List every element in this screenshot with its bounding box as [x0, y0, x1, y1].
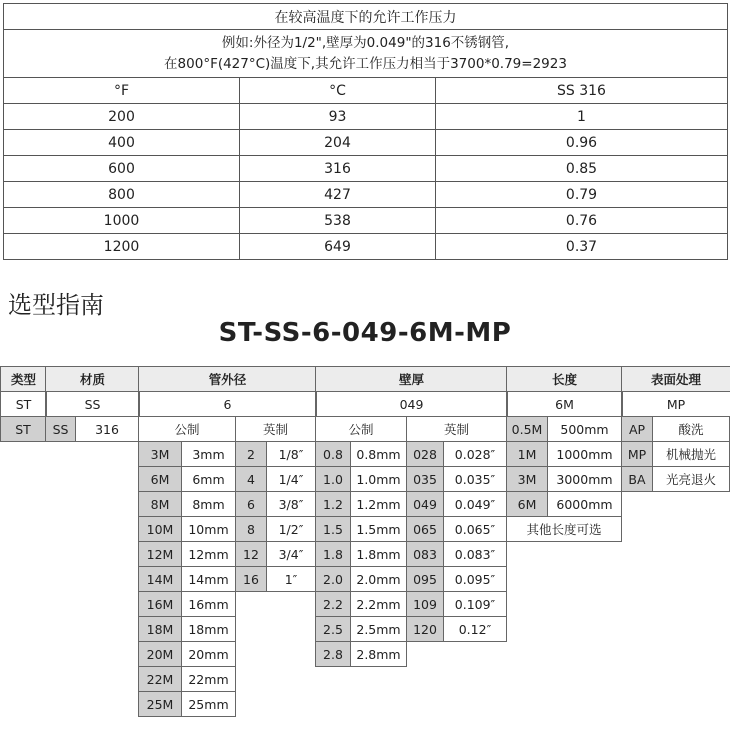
wall-metric-size: 1.5mm — [350, 516, 407, 542]
length-value: 1000mm — [547, 441, 622, 467]
length-value: 3000mm — [547, 466, 622, 492]
example-value-cell: MP — [621, 391, 730, 417]
wall-inch-size: 0.109″ — [443, 591, 507, 617]
pressure-table — [3, 3, 728, 260]
wall-metric-code: 1.5 — [315, 516, 351, 542]
od-metric-size: 10mm — [181, 516, 236, 542]
finish-code: MP — [621, 441, 653, 467]
od-inch-size: 1″ — [266, 566, 316, 592]
header-cell: 壁厚 — [315, 366, 508, 392]
table-row — [4, 104, 728, 130]
od-metric-code: 18M — [138, 616, 182, 642]
finish-code: AP — [621, 416, 653, 442]
od-metric-code: 22M — [138, 666, 182, 692]
od-inch-code: 6 — [235, 491, 267, 517]
material-code: SS — [45, 416, 76, 442]
wall-inch-code: 049 — [406, 491, 444, 517]
wall-metric-size: 2.0mm — [350, 566, 407, 592]
od-metric-code: 12M — [138, 541, 182, 567]
example-line-2: 在800°F(427°C)温度下,其允许工作压力相当于3700*0.79=2923 — [164, 55, 567, 72]
table-row — [4, 156, 728, 182]
od-metric-code: 20M — [138, 641, 182, 667]
od-metric-size: 6mm — [181, 466, 236, 492]
example-value-cell: ST — [0, 391, 47, 417]
od-inch-size: 1/2″ — [266, 516, 316, 542]
wall-metric-code: 2.5 — [315, 616, 351, 642]
wall-inch-size: 0.049″ — [443, 491, 507, 517]
od-metric-code: 3M — [138, 441, 182, 467]
od-inch-code: 16 — [235, 566, 267, 592]
od-metric-code: 25M — [138, 691, 182, 717]
wall-inch-size: 0.095″ — [443, 566, 507, 592]
table-cell: 316 — [240, 156, 436, 182]
table-cell: 0.96 — [436, 130, 728, 156]
table-cell: 1000 — [4, 208, 240, 234]
wall-inch-size: 0.083″ — [443, 541, 507, 567]
wall-metric-size: 1.8mm — [350, 541, 407, 567]
header-celsius: °C — [240, 78, 436, 104]
table-cell: 0.37 — [436, 234, 728, 260]
length-code: 6M — [506, 491, 548, 517]
table-cell: 0.76 — [436, 208, 728, 234]
od-metric-code: 16M — [138, 591, 182, 617]
pressure-table-header — [4, 78, 728, 104]
table-cell: 1 — [436, 104, 728, 130]
wall-metric-code: 2.0 — [315, 566, 351, 592]
example-value-cell: 6M — [506, 391, 623, 417]
finish-name: 机械抛光 — [652, 441, 730, 467]
selection-guide-title: 选型指南 — [8, 291, 104, 319]
od-inch-label: 英制 — [235, 416, 316, 442]
wall-metric-size: 0.8mm — [350, 441, 407, 467]
wall-metric-code: 1.0 — [315, 466, 351, 492]
pressure-table-title: 在较高温度下的允许工作压力 — [4, 4, 728, 30]
od-inch-size: 1/8″ — [266, 441, 316, 467]
wall-inch-code: 028 — [406, 441, 444, 467]
header-ss316: SS 316 — [436, 78, 728, 104]
pressure-table-example — [4, 30, 728, 78]
od-metric-code: 10M — [138, 516, 182, 542]
table-cell: 400 — [4, 130, 240, 156]
header-cell: 管外径 — [138, 366, 317, 392]
table-cell: 0.79 — [436, 182, 728, 208]
table-cell: 427 — [240, 182, 436, 208]
od-metric-size: 8mm — [181, 491, 236, 517]
table-row — [4, 130, 728, 156]
selection-guide-grid — [0, 366, 730, 731]
od-metric-size: 12mm — [181, 541, 236, 567]
table-cell: 800 — [4, 182, 240, 208]
finish-code: BA — [621, 466, 653, 492]
header-cell: 表面处理 — [621, 366, 730, 392]
od-metric-size: 14mm — [181, 566, 236, 592]
length-note: 其他长度可选 — [506, 516, 622, 542]
od-inch-size: 1/4″ — [266, 466, 316, 492]
od-metric-label: 公制 — [138, 416, 236, 442]
od-metric-size: 25mm — [181, 691, 236, 717]
table-cell: 204 — [240, 130, 436, 156]
wall-metric-size: 2.2mm — [350, 591, 407, 617]
example-value-cell: 6 — [138, 391, 317, 417]
wall-metric-size: 1.0mm — [350, 466, 407, 492]
header-cell: 类型 — [0, 366, 47, 392]
wall-metric-code: 2.8 — [315, 641, 351, 667]
table-cell: 200 — [4, 104, 240, 130]
table-cell: 600 — [4, 156, 240, 182]
wall-metric-code: 1.2 — [315, 491, 351, 517]
table-row — [4, 208, 728, 234]
od-metric-code: 6M — [138, 466, 182, 492]
od-metric-size: 16mm — [181, 591, 236, 617]
example-value-cell: SS — [45, 391, 140, 417]
type-code: ST — [0, 416, 46, 442]
wall-inch-code: 120 — [406, 616, 444, 642]
wall-metric-label: 公制 — [315, 416, 407, 442]
wall-inch-size: 0.028″ — [443, 441, 507, 467]
length-value: 6000mm — [547, 491, 622, 517]
wall-metric-size: 2.5mm — [350, 616, 407, 642]
wall-metric-size: 2.8mm — [350, 641, 407, 667]
table-row — [4, 182, 728, 208]
finish-name: 酸洗 — [652, 416, 730, 442]
od-inch-code: 8 — [235, 516, 267, 542]
wall-inch-code: 035 — [406, 466, 444, 492]
table-row — [4, 234, 728, 260]
od-metric-code: 8M — [138, 491, 182, 517]
table-cell: 0.85 — [436, 156, 728, 182]
od-inch-code: 12 — [235, 541, 267, 567]
wall-inch-label: 英制 — [406, 416, 507, 442]
table-cell: 649 — [240, 234, 436, 260]
wall-inch-code: 065 — [406, 516, 444, 542]
wall-inch-code: 095 — [406, 566, 444, 592]
od-metric-size: 20mm — [181, 641, 236, 667]
od-metric-code: 14M — [138, 566, 182, 592]
wall-metric-size: 1.2mm — [350, 491, 407, 517]
wall-inch-code: 083 — [406, 541, 444, 567]
od-inch-size: 3/4″ — [266, 541, 316, 567]
example-value-cell: 049 — [315, 391, 508, 417]
table-cell: 538 — [240, 208, 436, 234]
od-inch-code: 4 — [235, 466, 267, 492]
wall-metric-code: 0.8 — [315, 441, 351, 467]
od-inch-size: 3/8″ — [266, 491, 316, 517]
wall-inch-size: 0.065″ — [443, 516, 507, 542]
table-cell: 93 — [240, 104, 436, 130]
od-metric-size: 22mm — [181, 666, 236, 692]
wall-inch-size: 0.12″ — [443, 616, 507, 642]
length-code: 3M — [506, 466, 548, 492]
finish-name: 光亮退火 — [652, 466, 730, 492]
part-code: ST-SS-6-049-6M-MP — [218, 318, 512, 348]
table-cell: 1200 — [4, 234, 240, 260]
length-code: 1M — [506, 441, 548, 467]
material-name: 316 — [75, 416, 139, 442]
header-fahrenheit: °F — [4, 78, 240, 104]
wall-inch-code: 109 — [406, 591, 444, 617]
od-metric-size: 18mm — [181, 616, 236, 642]
od-inch-code: 2 — [235, 441, 267, 467]
wall-metric-code: 2.2 — [315, 591, 351, 617]
wall-metric-code: 1.8 — [315, 541, 351, 567]
example-line-1: 例如:外径为1/2",壁厚为0.049"的316不锈钢管, — [221, 34, 510, 51]
header-cell: 材质 — [45, 366, 140, 392]
wall-inch-size: 0.035″ — [443, 466, 507, 492]
length-code: 0.5M — [506, 416, 548, 442]
header-cell: 长度 — [506, 366, 623, 392]
od-metric-size: 3mm — [181, 441, 236, 467]
length-value: 500mm — [547, 416, 622, 442]
